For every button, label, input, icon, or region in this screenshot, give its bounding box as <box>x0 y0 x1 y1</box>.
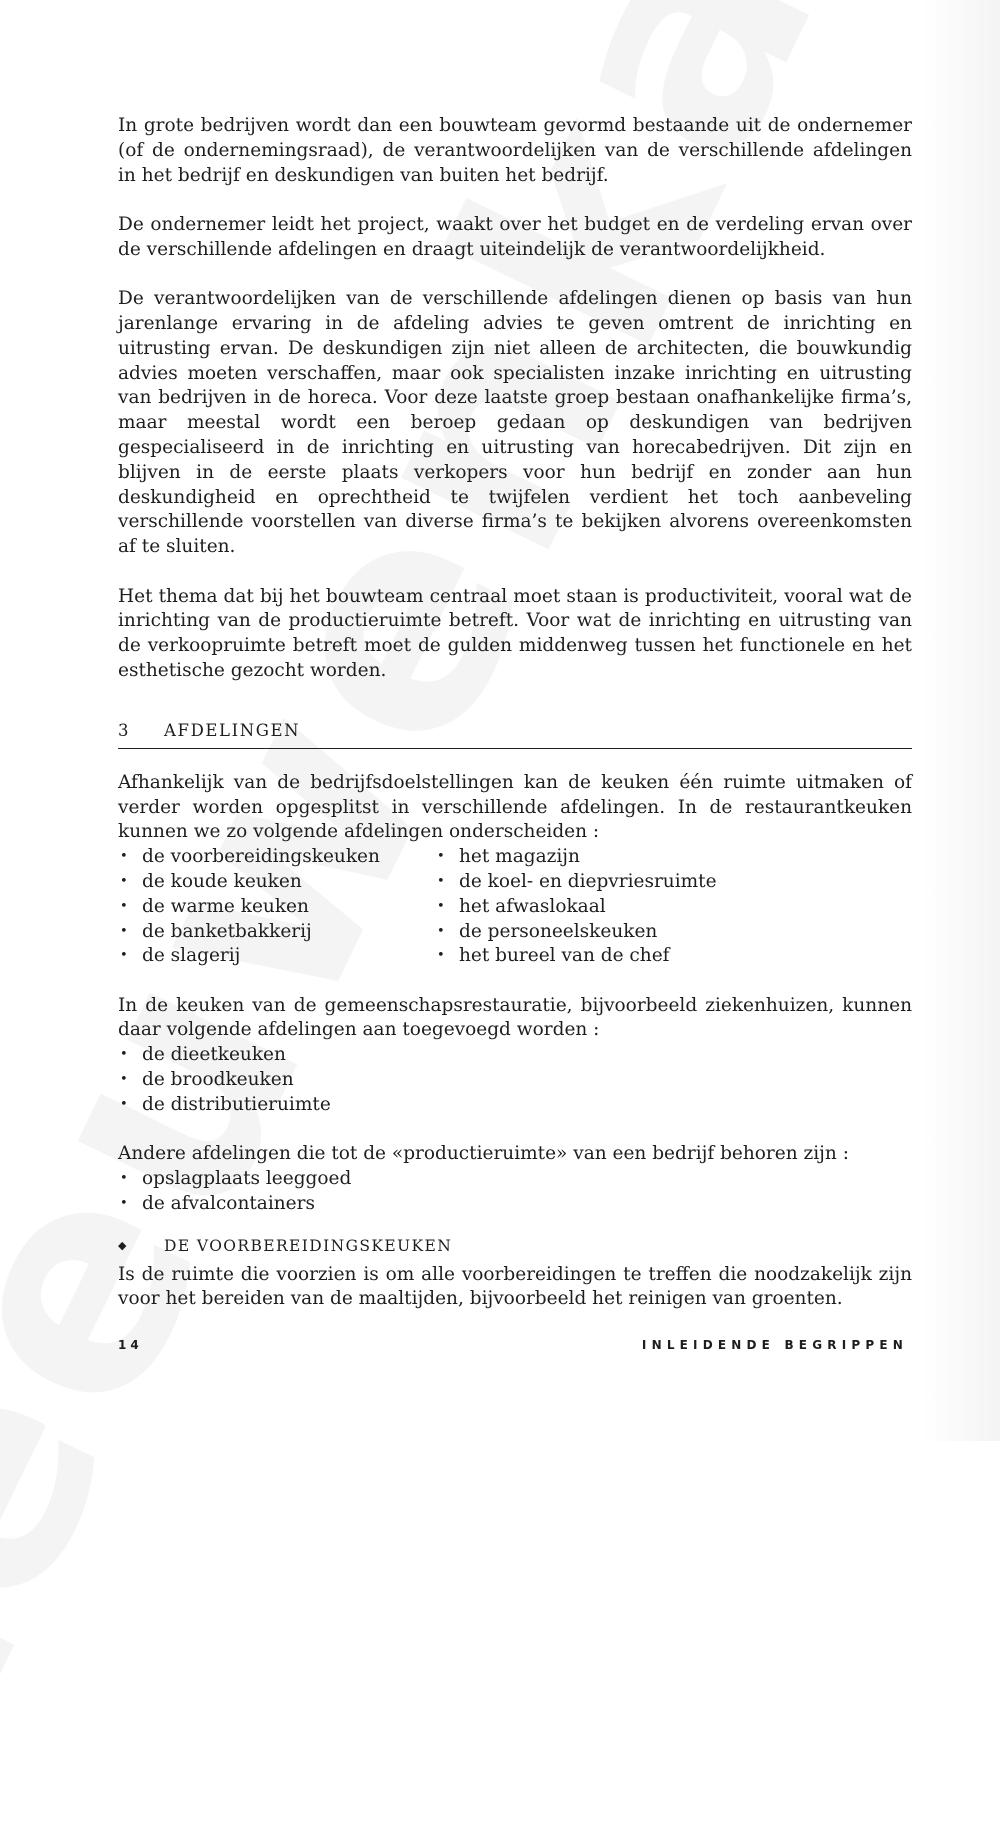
running-footer-title: INLEIDENDE BEGRIPPEN <box>641 1338 908 1352</box>
paragraph-productiviteit: Het thema dat bij het bouwteam centraal moet staan is productiviteit, vooral wat de inrichting van de productieruimte betreft. Voor wat de inrichting en uitrusting van de verkoopruimte betreft moet de gulden middenweg tussen het functionele en het esthetische gezocht worden. <box>118 585 912 681</box>
paragraph-ondernemer: De ondernemer leidt het project, waakt over het budget en de verdeling ervan over de verschillende afdelingen en draagt uiteindelijk de verantwoordelijkheid. <box>118 213 912 260</box>
gemeenschap-list <box>118 1043 912 1117</box>
list-item: • de warme keuken <box>118 895 435 920</box>
section-title: AFDELINGEN <box>164 720 301 740</box>
subsection-heading <box>118 1235 912 1257</box>
list-item: • de distributieruimte <box>118 1093 912 1118</box>
page-body <box>118 114 912 1312</box>
list-item: • het magazijn <box>435 845 795 870</box>
page-edge-shade <box>922 0 1000 1441</box>
list-item: • het afwaslokaal <box>435 895 795 920</box>
list-item: • de banketbakkerij <box>118 920 435 945</box>
page-number: 14 <box>118 1338 143 1352</box>
afdelingen-list <box>118 845 912 969</box>
list-item: • het bureel van de chef <box>435 944 795 969</box>
list-item: • de koude keuken <box>118 870 435 895</box>
paragraph-gemeenschapsrestauratie: In de keuken van de gemeenschapsrestauratie, bijvoorbeeld ziekenhuizen, kunnen daar volgende afdelingen aan toegevoegd worden : <box>118 994 912 1041</box>
subsection-text: Is de ruimte die voorzien is om alle voorbereidingen te treffen die noodzakelijk zijn voor het bereiden van de maaltijden, bijvoorbeeld het reinigen van groenten. <box>118 1263 912 1310</box>
section-intro: Afhankelijk van de bedrijfsdoelstellingen kan de keuken één ruimte uitmaken of verder worden opgesplitst in verschillende afdelingen. In de restaurantkeuken kunnen we zo volgende afdelingen onderscheiden : <box>118 771 912 843</box>
afdelingen-list-right <box>435 845 795 969</box>
paragraph-bouwteam: In grote bedrijven wordt dan een bouwteam gevormd bestaande uit de ondernemer (of de ondernemingsraad), de verantwoordelijken van de verschillende afdelingen in het bedrijf en deskundigen van buiten het bedrijf. <box>118 115 912 186</box>
page-footer <box>118 1338 908 1352</box>
list-item: • de broodkeuken <box>118 1068 912 1093</box>
afdelingen-list-left <box>118 845 435 969</box>
section-heading <box>118 720 912 749</box>
paragraph-productieruimte: Andere afdelingen die tot de «productieruimte» van een bedrijf behoren zijn : <box>118 1143 849 1165</box>
section-number: 3 <box>118 720 129 740</box>
list-item: • de koel- en diepvriesruimte <box>435 870 795 895</box>
list-item: • de dieetkeuken <box>118 1043 912 1068</box>
diamond-bullet-icon: ◆ <box>118 1238 127 1252</box>
list-item: • opslagplaats leeggoed <box>118 1167 912 1192</box>
paragraph-verantwoordelijken: De verantwoordelijken van de verschillende afdelingen dienen op basis van hun jarenlange ervaring in de afdeling advies te geven omtrent de inrichting en uitrusting ervan. De deskundigen zijn niet alleen de architecten, die bouwkundig advies moeten verschaffen, maar ook specialisten inzake inrichting en uitrusting van bedrijven in de horeca. Voor deze laatste groep bestaan onafhankelijke firma’s, maar meestal wordt een beroep gedaan op deskundigen van bedrijven gespecialiseerd in de inrichting en uitrusting van horecabedrijven. Dit zijn en blijven in de eerste plaats verkopers voor hun bedrijf en zonder aan hun deskundigheid en oprechtheid te twijfelen verdient het toch aanbeveling verschillende voorstellen van diverse firma’s te bekijken alvorens overeenkomsten af te sluiten. <box>118 288 912 558</box>
productieruimte-list <box>118 1167 912 1217</box>
list-item: • de personeelskeuken <box>435 920 795 945</box>
list-item: • de afvalcontainers <box>118 1192 912 1217</box>
list-item: • de voorbereidingskeuken <box>118 845 435 870</box>
list-item: • de slagerij <box>118 944 435 969</box>
subsection-title: DE VOORBEREIDINGSKEUKEN <box>164 1236 453 1255</box>
